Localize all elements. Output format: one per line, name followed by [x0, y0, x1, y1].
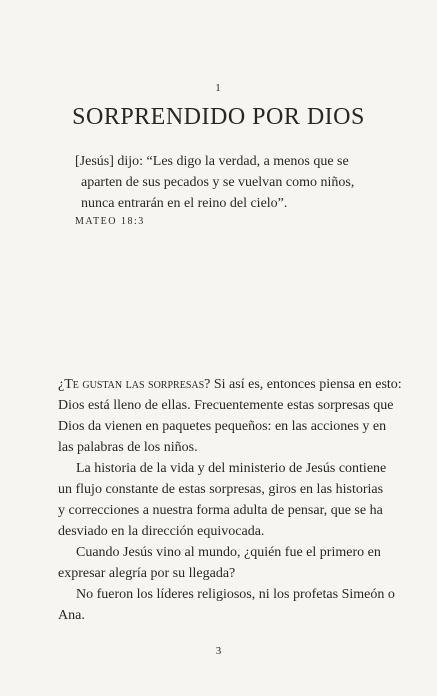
text-line: y correcciones a nuestra forma adulta de pensar, que se ha	[58, 503, 383, 518]
text-line: Ana.	[58, 608, 85, 623]
paragraph	[58, 542, 380, 584]
chapter-title: SORPRENDIDO POR DIOS	[72, 104, 365, 130]
epigraph-source: MATEO 18:3	[75, 216, 145, 227]
paragraph	[58, 458, 387, 542]
text-line: las palabras de los niños.	[58, 440, 198, 455]
lead-in: ¿Te gustan las sorpresas?	[58, 377, 211, 392]
text-line: No fueron los líderes religiosos, ni los profetas Simeón o	[76, 587, 395, 602]
epigraph-line: [Jesús] dijo: “Les digo la verdad, a menos que se	[75, 154, 349, 169]
paragraph	[58, 584, 395, 626]
paragraph	[58, 374, 402, 458]
epigraph-line: aparten de sus pecados y se vuelvan como niños,	[81, 175, 355, 190]
text-line	[58, 374, 402, 395]
text-line: un flujo constante de estas sorpresas, giros en las historias	[58, 482, 384, 497]
chapter-number: 1	[215, 82, 222, 94]
text-line: desviado en la dirección equivocada.	[58, 524, 265, 539]
text-line: La historia de la vida y del ministerio de Jesús contiene	[76, 461, 387, 476]
body-text	[58, 374, 402, 626]
text-line: Cuando Jesús vino al mundo, ¿quién fue el primero en	[76, 545, 381, 560]
text-line-rest: Si así es, entonces piensa en esto:	[210, 377, 402, 392]
text-line: Dios está lleno de ellas. Frecuentemente estas sorpresas que	[58, 398, 394, 413]
epigraph-quote	[75, 151, 375, 214]
epigraph-line: nunca entrarán en el reino del cielo”.	[81, 196, 288, 211]
page-number: 3	[215, 645, 222, 657]
text-line: Dios da vienen en paquetes pequeños: en las acciones y en	[58, 419, 387, 434]
text-line: expresar alegría por su llegada?	[58, 566, 236, 581]
